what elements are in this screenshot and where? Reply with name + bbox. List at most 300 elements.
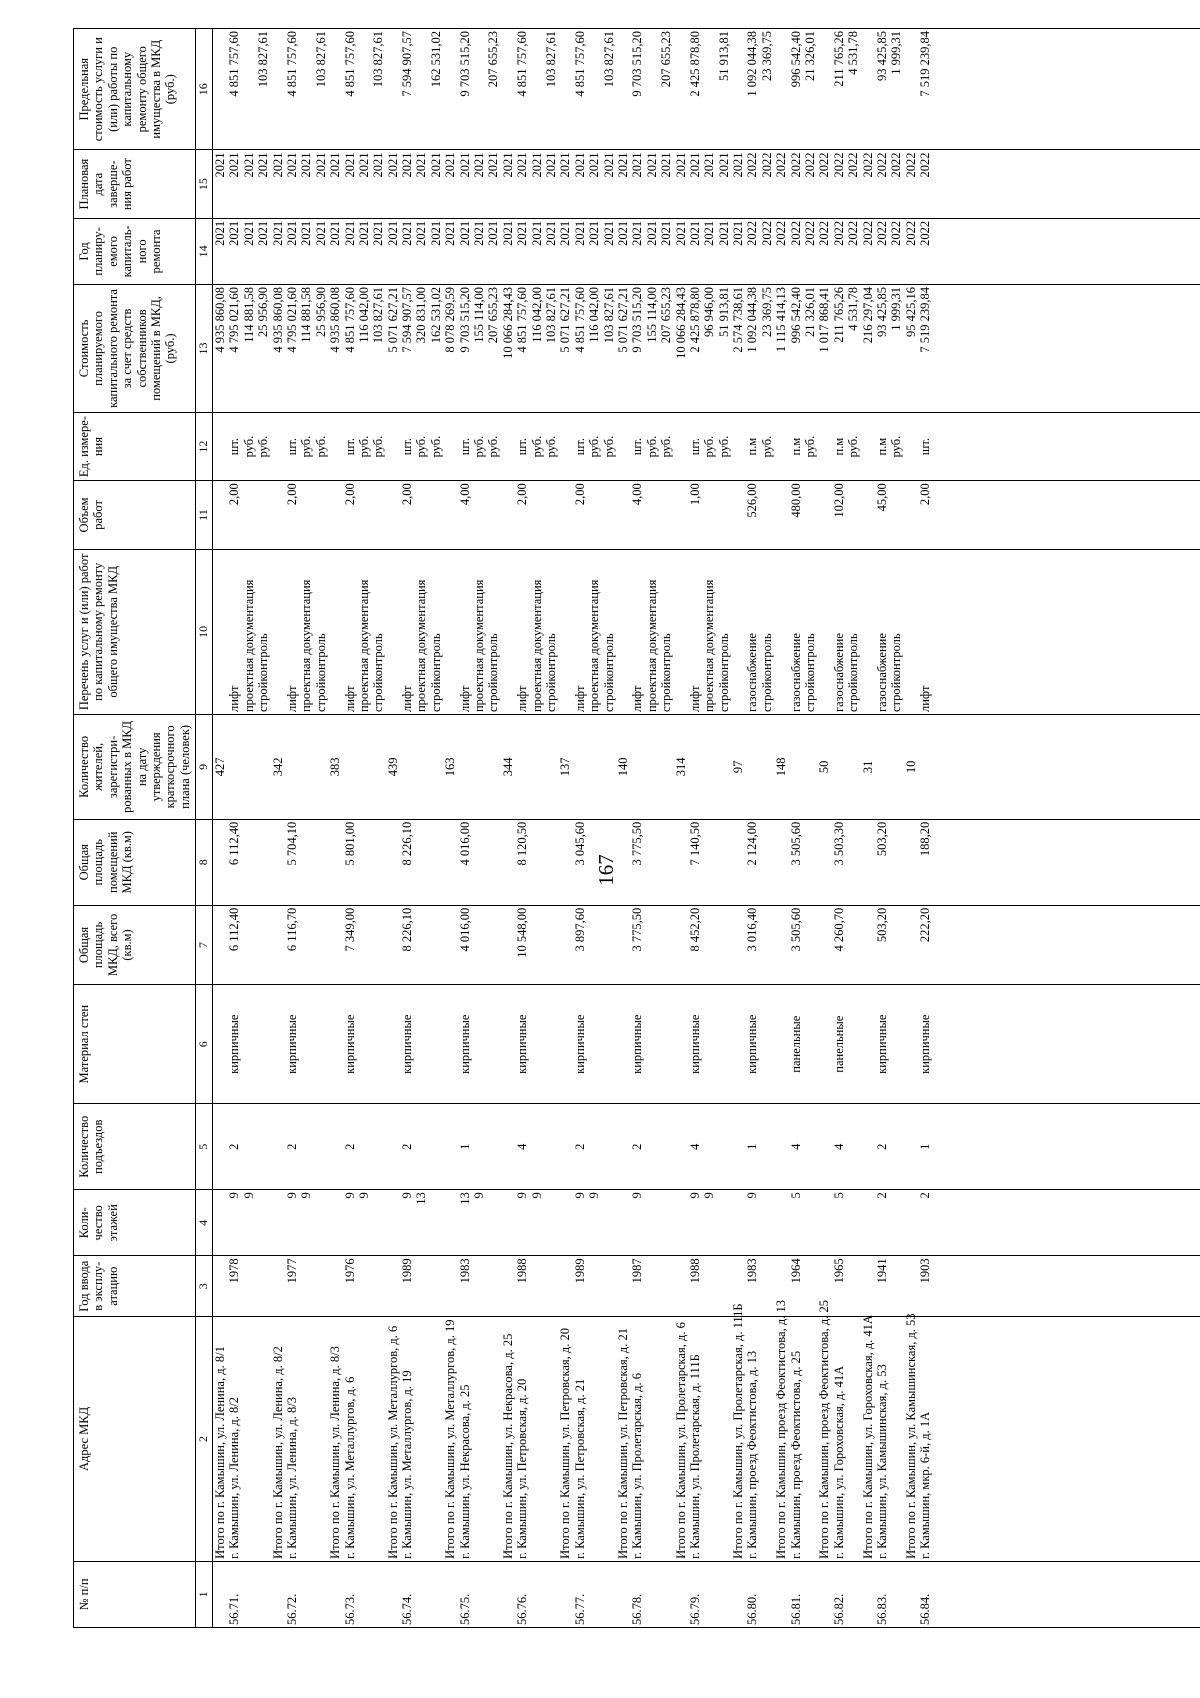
table-cell: [645, 1106, 659, 1187]
table-cell: [558, 908, 572, 982]
table-cell: [501, 822, 515, 903]
table-cell: 10 066 284,43: [673, 286, 688, 359]
table-cell: Итого по г. Камышин, ул. Ленина, д. 8/1: [213, 1346, 227, 1559]
table-cell: 95 425,16: [903, 286, 918, 337]
table-cell: [645, 1564, 659, 1625]
table-cell: 2: [227, 1143, 242, 1150]
table-cell: [414, 483, 428, 546]
table-cell: [616, 1192, 630, 1253]
column-residents: [213, 717, 918, 817]
table-cell: 56.82.: [831, 1593, 846, 1625]
table-cell: 2021: [299, 152, 314, 178]
table-cell: 5 704,10: [284, 821, 299, 866]
table-cell: [213, 1564, 227, 1625]
table-cell: п.м: [874, 437, 889, 456]
table-cell: [472, 1319, 486, 1559]
table-cell: 97: [731, 760, 746, 774]
table-cell: [386, 1106, 400, 1187]
table-cell: 2021: [213, 152, 227, 178]
table-cell: [774, 31, 788, 147]
table-cell: 996 542,40: [788, 31, 803, 88]
table-cell: [443, 822, 457, 903]
table-cell: 2021: [731, 220, 746, 246]
table-cell: 4 851 757,60: [515, 286, 530, 353]
table-cell: 9: [587, 1192, 602, 1199]
table-cell: 2021: [601, 152, 616, 178]
table-cell: 162 531,02: [428, 31, 443, 88]
table-cell: шт.: [572, 437, 587, 456]
table-cell: 211 765,26: [831, 31, 846, 87]
table-cell: 6 112,40: [227, 821, 242, 866]
column-address: [213, 1300, 933, 1559]
table-cell: [429, 822, 443, 903]
table-cell: [616, 908, 630, 982]
table-cell: шт.: [918, 437, 933, 456]
table-cell: 2021: [342, 220, 357, 246]
table-cell: [889, 483, 903, 546]
table-cell: 56.74.: [400, 1593, 415, 1625]
table-cell: 9: [572, 1192, 587, 1199]
table-cell: 2022: [774, 152, 789, 178]
table-cell: 1 092 044,38: [745, 286, 760, 353]
table-cell: 13: [414, 1192, 429, 1205]
table-cell: [861, 908, 875, 982]
table-cell: лифт: [515, 685, 530, 713]
table-cell: 103 827,61: [313, 31, 328, 88]
table-cell: [314, 1564, 328, 1625]
table-cell: 1977: [284, 1258, 299, 1284]
table-cell: [472, 822, 486, 903]
table-cell: 31: [860, 760, 875, 774]
table-cell: [299, 1319, 313, 1559]
table-cell: 2022: [831, 220, 846, 246]
table-cell: 2021: [227, 152, 242, 178]
table-cell: [645, 31, 659, 147]
header-cell: Адрес МКД: [74, 1317, 196, 1562]
table-cell: 1978: [227, 1258, 242, 1284]
table-cell: [717, 1258, 731, 1314]
table-cell: [674, 552, 688, 712]
table-cell: [760, 908, 774, 982]
column-premises-area: [213, 822, 933, 903]
table-cell: 103 827,61: [371, 31, 386, 88]
table-cell: 2021: [630, 220, 645, 246]
table-cell: 4 795 021,60: [284, 286, 299, 353]
table-cell: [774, 415, 788, 478]
table-cell: [472, 987, 486, 1101]
table-cell: [717, 1319, 731, 1559]
table-cell: [573, 717, 587, 817]
table-cell: [242, 717, 256, 817]
table-cell: 9: [515, 1192, 530, 1199]
table-cell: [875, 717, 889, 817]
table-cell: [213, 1192, 227, 1253]
header-cell: Количество жителей, зарегистри-рованных в МКД на дату утверждения краткосрочного плана (человек): [74, 715, 196, 820]
table-cell: [429, 717, 443, 817]
table-cell: 2021: [414, 152, 429, 178]
table-cell: [717, 822, 731, 903]
table-cell: [328, 1192, 342, 1253]
table-cell: 9: [630, 1192, 645, 1199]
table-cell: стройконтроль: [486, 633, 501, 713]
table-cell: 4: [831, 1143, 846, 1150]
table-cell: [803, 717, 817, 817]
table-cell: [558, 415, 572, 478]
table-cell: кирпичные: [515, 1014, 530, 1074]
table-cell: 2021: [400, 220, 415, 246]
table-cell: 2022: [903, 220, 918, 246]
table-cell: [299, 1106, 313, 1187]
table-cell: Итого по г. Камышин, ул. Петровская, д. 21: [615, 1327, 630, 1559]
table-cell: 4: [788, 1143, 803, 1150]
table-cell: 4 851 757,60: [227, 31, 242, 97]
table-cell: [357, 1258, 371, 1314]
table-cell: [256, 1319, 270, 1559]
table-cell: [256, 1564, 270, 1625]
table-cell: [357, 987, 371, 1101]
table-cell: 344: [500, 757, 515, 777]
table-cell: [702, 31, 716, 147]
table-cell: кирпичные: [342, 1014, 357, 1074]
table-cell: [602, 717, 616, 817]
table-cell: 1983: [457, 1258, 472, 1284]
table-cell: Итого по г. Камышин, ул. Гороховская, д. 41А: [860, 1315, 875, 1559]
table-cell: [429, 1258, 443, 1314]
table-cell: лифт: [284, 685, 299, 713]
table-cell: [544, 987, 558, 1101]
table-cell: [659, 717, 673, 817]
table-cell: [774, 822, 788, 903]
table-cell: 4 795 021,60: [227, 286, 242, 353]
column-number: 1: [196, 1561, 213, 1627]
table-cell: г. Камышин, ул. Ленина, д. 8/3: [284, 1397, 299, 1559]
table-cell: [386, 415, 400, 478]
table-cell: [386, 552, 400, 712]
table-cell: [803, 1319, 817, 1559]
table-cell: [501, 1192, 515, 1253]
table-cell: [616, 483, 630, 546]
table-cell: 4 935 860,08: [328, 286, 343, 353]
table-cell: г. Камышин, ул. Пролетарская, д. 6: [630, 1373, 645, 1559]
table-cell: 114 881,58: [241, 286, 256, 343]
table-cell: [501, 987, 515, 1101]
table-cell: 320 831,00: [414, 286, 429, 344]
table-cell: г. Камышин, ул. Пролетарская, д. 111Б: [687, 1354, 702, 1559]
table-cell: 3 775,50: [630, 907, 645, 952]
table-cell: [328, 822, 342, 903]
table-cell: 2 124,00: [745, 821, 760, 866]
table-cell: 2022: [889, 220, 904, 246]
table-cell: 2021: [587, 220, 602, 246]
table-cell: [789, 717, 803, 817]
table-cell: [774, 483, 788, 546]
table-cell: [443, 1258, 457, 1314]
table-cell: 2022: [788, 220, 803, 246]
table-cell: руб.: [529, 435, 544, 458]
table-cell: 2021: [328, 152, 343, 178]
table-cell: [846, 483, 860, 546]
table-cell: [817, 1106, 831, 1187]
table-cell: 2022: [860, 220, 875, 246]
table-cell: 21 326,01: [803, 286, 818, 337]
table-cell: 9: [529, 1192, 544, 1199]
column-number: 2: [196, 1317, 213, 1562]
table-cell: [443, 415, 457, 478]
table-cell: [861, 1192, 875, 1253]
table-cell: [774, 1564, 788, 1625]
table-cell: 56.83.: [874, 1593, 889, 1625]
header-cell: Плановая дата заверше-ния работ: [74, 150, 196, 218]
table-cell: [674, 1192, 688, 1253]
table-cell: г. Камышин, проезд Феоктистова, д. 25: [788, 1350, 803, 1559]
table-cell: 2021: [328, 220, 343, 246]
header-cell: Материал стен: [74, 985, 196, 1104]
column-number: 8: [196, 819, 213, 905]
table-cell: [328, 987, 342, 1101]
table-cell: 2: [630, 1143, 645, 1150]
table-cell: 503,20: [874, 821, 889, 857]
table-cell: лифт: [342, 685, 357, 713]
table-cell: [414, 717, 428, 817]
table-cell: [256, 1258, 270, 1314]
table-cell: [731, 415, 745, 478]
table-cell: [530, 987, 544, 1101]
table-cell: 25 956,90: [256, 286, 271, 337]
table-cell: [674, 987, 688, 1101]
table-cell: [587, 1319, 601, 1559]
table-cell: 4 851 757,60: [342, 286, 357, 353]
table-cell: 103 827,61: [601, 286, 616, 344]
table-cell: [501, 31, 515, 147]
table-cell: 2021: [270, 152, 285, 178]
table-cell: [846, 822, 860, 903]
table-cell: [213, 552, 227, 712]
table-cell: проектная документация: [529, 579, 544, 713]
column-repair-year: [213, 221, 933, 282]
table-cell: [731, 1192, 745, 1253]
table-cell: 2,00: [515, 483, 530, 506]
table-cell: [889, 1192, 903, 1253]
table-cell: п.м: [831, 437, 846, 456]
table-cell: [558, 483, 572, 546]
table-cell: 2021: [615, 220, 630, 246]
table-cell: [846, 987, 860, 1101]
table-cell: [558, 822, 572, 903]
table-cell: [817, 483, 831, 546]
column-number: 7: [196, 905, 213, 984]
table-cell: 5: [831, 1192, 846, 1199]
table-cell: 56.73.: [342, 1593, 357, 1625]
table-cell: [242, 31, 256, 147]
table-cell: 2021: [486, 220, 501, 246]
header-cell: Ед. измере-ния: [74, 412, 196, 480]
column-number: 4: [196, 1190, 213, 1256]
table-cell: [486, 1258, 500, 1314]
table-cell: руб.: [759, 435, 774, 458]
table-cell: 2022: [788, 152, 803, 178]
table-cell: 2021: [457, 152, 472, 178]
table-cell: [213, 908, 227, 982]
table-cell: 2,00: [400, 483, 415, 506]
table-cell: [213, 1258, 227, 1314]
table-cell: 2021: [731, 152, 746, 178]
table-cell: 3 897,60: [572, 907, 587, 952]
column-number: 15: [196, 150, 213, 218]
table-cell: [558, 552, 572, 712]
table-cell: проектная документация: [702, 579, 717, 713]
table-cell: 8 226,10: [400, 821, 415, 866]
table-cell: панельные: [831, 1015, 846, 1073]
table-cell: руб.: [702, 435, 717, 458]
table-cell: 2021: [500, 152, 515, 178]
table-cell: Итого по г. Камышин, проезд Феоктистова, д. 25: [817, 1300, 832, 1559]
table-cell: 2,00: [342, 483, 357, 506]
table-cell: [731, 822, 745, 903]
table-cell: 2021: [543, 220, 558, 246]
table-cell: 2021: [543, 152, 558, 178]
table-cell: 2022: [860, 152, 875, 178]
table-cell: [357, 31, 371, 147]
table-cell: 7 519 239,84: [918, 286, 933, 353]
table-cell: [803, 483, 817, 546]
table-cell: 2021: [529, 152, 544, 178]
table-cell: [760, 987, 774, 1101]
table-cell: [213, 1106, 227, 1187]
table-cell: 8 226,10: [400, 907, 415, 952]
column-number: 16: [196, 29, 213, 150]
table-cell: 2: [874, 1192, 889, 1199]
table-cell: [414, 908, 428, 982]
table-cell: [674, 908, 688, 982]
table-cell: 4 851 757,60: [284, 31, 299, 97]
table-cell: 9: [356, 1192, 371, 1199]
table-cell: [299, 1564, 313, 1625]
table-cell: руб.: [299, 435, 314, 458]
table-cell: [486, 717, 500, 817]
table-cell: [774, 552, 788, 712]
table-cell: 1989: [400, 1258, 415, 1284]
table-cell: 2021: [486, 152, 501, 178]
column-completion-date: [213, 152, 933, 215]
table-cell: проектная документация: [644, 579, 659, 713]
column-number: 13: [196, 284, 213, 412]
table-cell: 4 531,78: [846, 31, 861, 75]
table-cell: 9: [241, 1192, 256, 1199]
table-cell: 207 655,23: [486, 31, 501, 88]
table-cell: [889, 717, 903, 817]
table-cell: 3 775,50: [630, 821, 645, 866]
table-cell: [558, 1192, 572, 1253]
table-cell: [602, 822, 616, 903]
table-cell: 1,00: [687, 483, 702, 506]
table-cell: 4: [515, 1143, 530, 1150]
table-cell: 7 519 239,84: [918, 31, 933, 97]
table-cell: [458, 717, 472, 817]
table-cell: [861, 483, 875, 546]
table-cell: шт.: [457, 437, 472, 456]
table-cell: [328, 552, 342, 712]
table-cell: руб.: [543, 435, 558, 458]
table-cell: руб.: [601, 435, 616, 458]
table-cell: 3 503,30: [831, 821, 846, 866]
table-cell: 2 574 738,61: [731, 286, 746, 353]
table-cell: г. Камышин, ул. Металлургов, д. 19: [400, 1370, 415, 1559]
table-cell: 2022: [774, 220, 789, 246]
table-cell: [285, 717, 299, 817]
table-cell: 2022: [918, 152, 933, 178]
table-cell: 526,00: [745, 483, 760, 518]
table-cell: 2021: [529, 220, 544, 246]
table-cell: 1 092 044,38: [745, 31, 760, 97]
table-cell: [371, 1564, 385, 1625]
table-cell: [544, 717, 558, 817]
column-number: 11: [196, 481, 213, 549]
table-cell: [256, 987, 270, 1101]
table-cell: 116 042,00: [356, 286, 371, 343]
table-cell: [731, 483, 745, 546]
table-cell: 10 066 284,43: [500, 286, 515, 359]
table-cell: [645, 1319, 659, 1559]
table-cell: [271, 552, 285, 712]
table-cell: [314, 1106, 328, 1187]
table-cell: [271, 483, 285, 546]
table-cell: 2021: [472, 220, 487, 246]
header-cell: № п/п: [74, 1561, 196, 1627]
table-cell: кирпичные: [572, 1014, 587, 1074]
table-cell: [889, 1564, 903, 1625]
table-cell: [429, 1564, 443, 1625]
table-cell: [429, 1192, 443, 1253]
table-cell: 5 071 627,21: [385, 286, 400, 353]
table-cell: 2021: [673, 152, 688, 178]
table-cell: кирпичные: [227, 1014, 242, 1074]
table-cell: [817, 31, 831, 147]
table-cell: [314, 908, 328, 982]
table-cell: [602, 1564, 616, 1625]
table-cell: [314, 987, 328, 1101]
table-cell: 2022: [817, 152, 832, 178]
table-cell: 188,20: [918, 821, 933, 857]
table-cell: [774, 908, 788, 982]
table-cell: [602, 1106, 616, 1187]
table-cell: Итого по г. Камышин, ул. Пролетарская, д. 6: [673, 1322, 688, 1559]
column-number-row: [196, 29, 213, 1628]
table-cell: шт.: [515, 437, 530, 456]
table-cell: 9: [687, 1192, 702, 1199]
table-cell: 2,00: [572, 483, 587, 506]
table-cell: [414, 1319, 428, 1559]
table-cell: 2021: [687, 220, 702, 246]
table-cell: [904, 1106, 918, 1187]
table-cell: [299, 31, 313, 147]
header-cell: Перечень услуг и (или) работ по капитальному ремонту общего имущества МКД: [74, 549, 196, 714]
table-cell: [472, 717, 486, 817]
table-cell: [472, 1258, 486, 1314]
table-cell: 21 326,01: [803, 31, 818, 81]
table-cell: [861, 987, 875, 1101]
table-cell: [371, 1319, 385, 1559]
table-cell: 1965: [831, 1258, 846, 1284]
table-cell: [630, 717, 644, 817]
table-cell: шт.: [284, 437, 299, 456]
column-number: 14: [196, 218, 213, 284]
table-cell: [674, 1106, 688, 1187]
table-cell: [846, 1192, 860, 1253]
table-cell: [443, 1564, 457, 1625]
table-cell: 13: [457, 1192, 472, 1205]
table-cell: [817, 987, 831, 1101]
table-cell: 2021: [558, 220, 573, 246]
